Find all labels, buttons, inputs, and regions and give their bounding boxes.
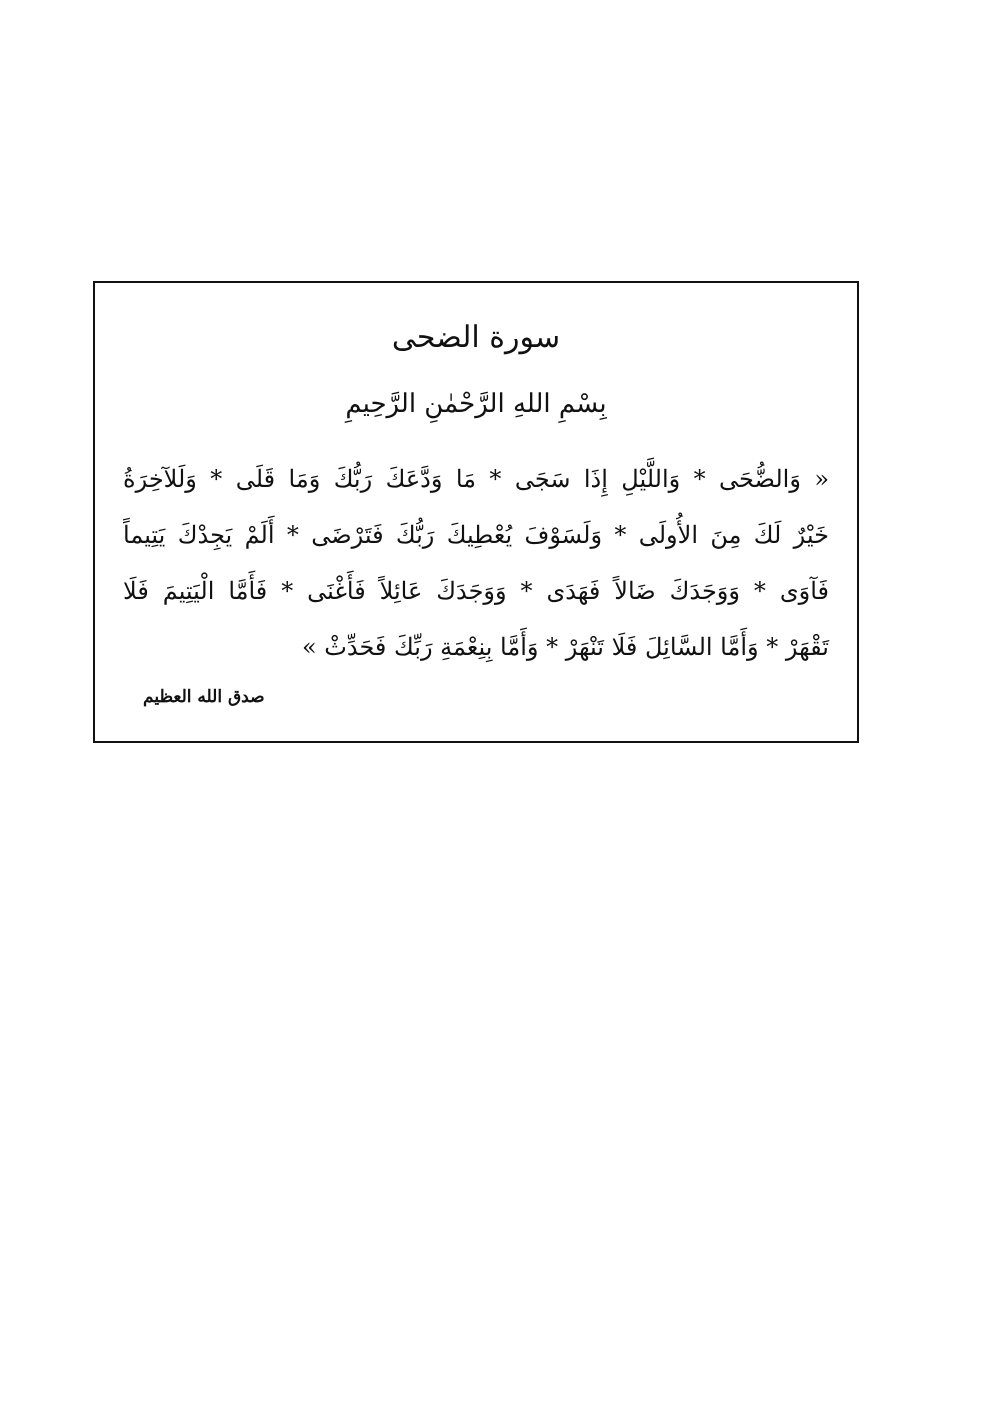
surah-title: سورة الضحى — [391, 320, 561, 355]
verse-line: تَقْهَرْ * وَأَمَّا السَّائِلَ فَلَا تَنْهَرْ * وَأَمَّا بِنِعْمَةِ رَبِّكَ فَحَدِّثْ » — [301, 633, 829, 661]
basmala: بِسْمِ اللهِ الرَّحْمٰنِ الرَّحِيمِ — [345, 389, 607, 419]
verse-line: فَآوَى * وَوَجَدَكَ ضَالاً فَهَدَى * وَوَجَدَكَ عَائِلاً فَأَغْنَى * فَأَمَّا الْيَتِيمَ فَلَا — [123, 577, 829, 605]
surah-frame — [93, 281, 859, 743]
closing-phrase: صدق الله العظيم — [143, 687, 265, 707]
verse-line: خَيْرٌ لَكَ مِنَ الأُولَى * وَلَسَوْفَ يُعْطِيكَ رَبُّكَ فَتَرْضَى * أَلَمْ يَجِدْكَ يَتِيماً — [123, 521, 829, 549]
verses-block — [123, 451, 829, 675]
verse-line: « وَالضُّحَى * وَاللَّيْلِ إِذَا سَجَى * مَا وَدَّعَكَ رَبُّكَ وَمَا قَلَى * وَلَلآخِرَةُ — [123, 465, 829, 493]
